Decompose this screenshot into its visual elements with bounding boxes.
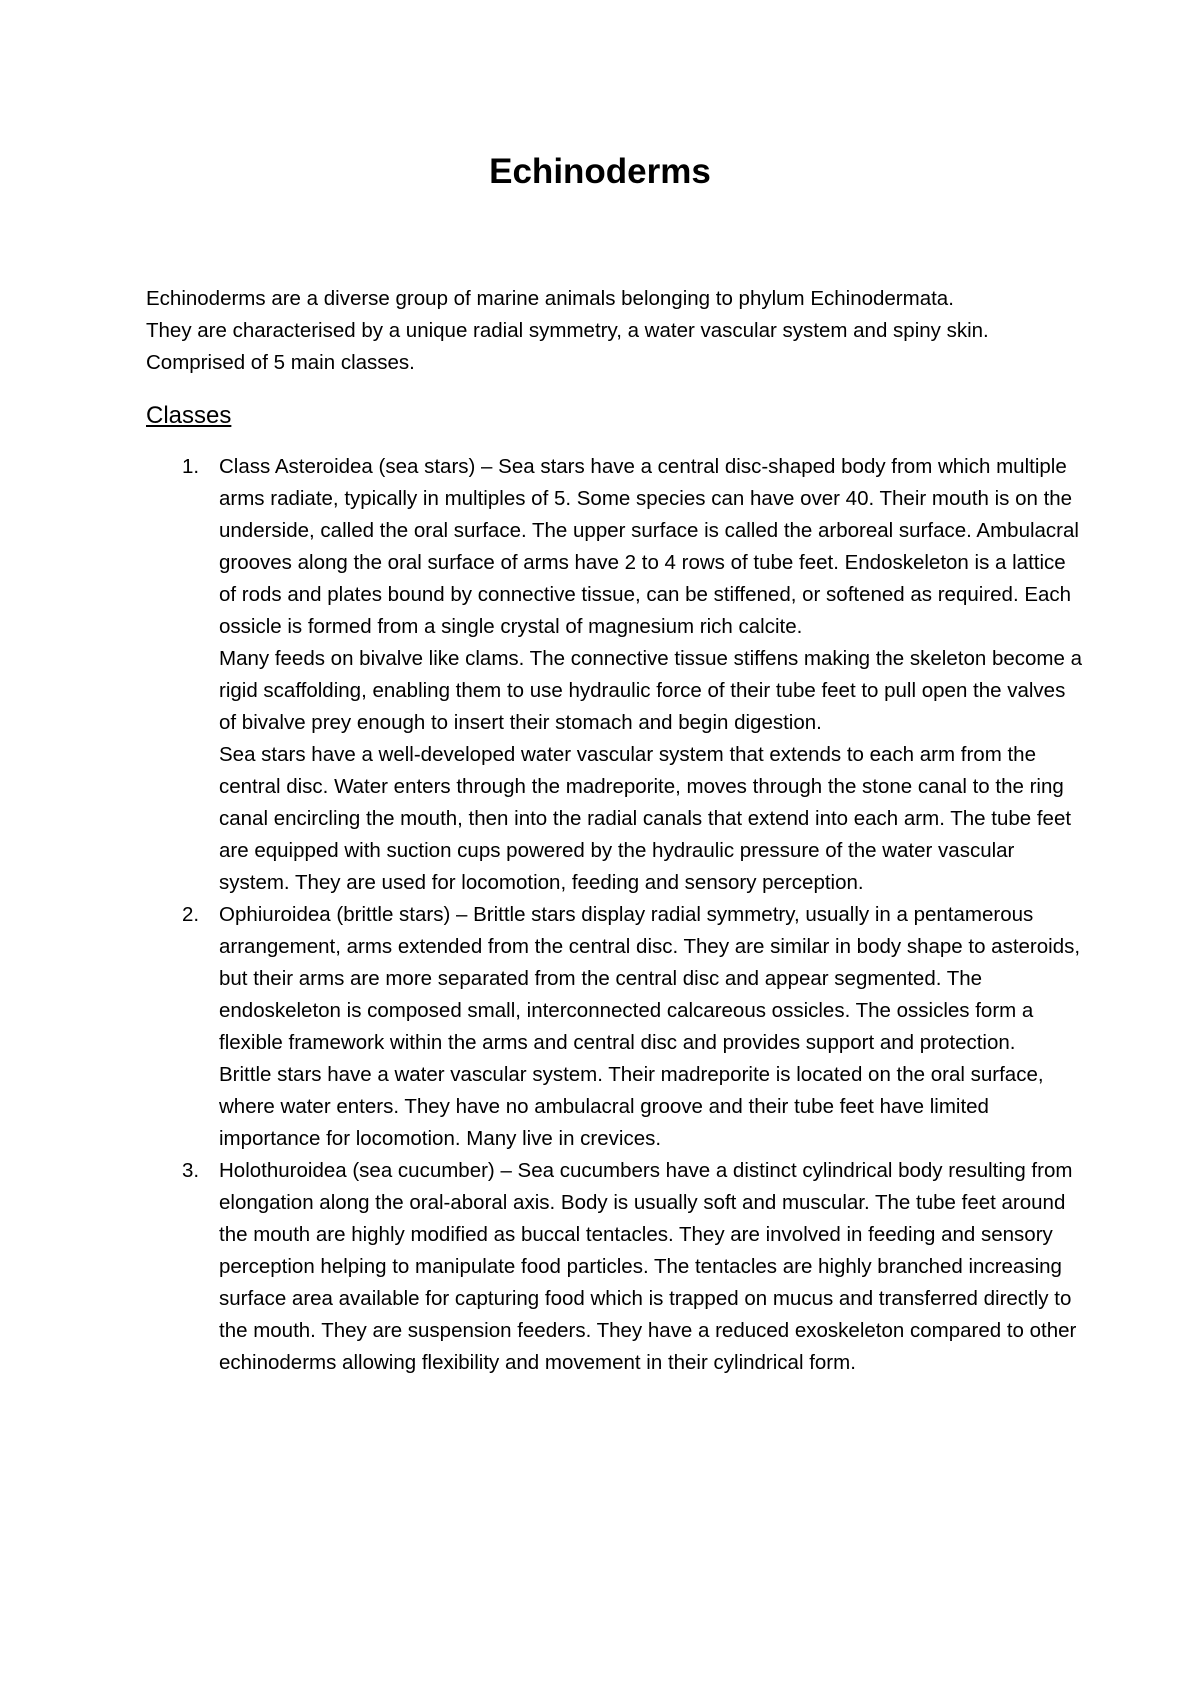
class-paragraph: Class Asteroidea (sea stars) – Sea stars have a central disc-shaped body from which multiple arms radiate, typically in multiples of 5. Some species can have over 40. Their mouth is on the underside, called the oral surface. The upper surface is called the arboreal surface. Ambulacral grooves along the oral surface of arms have 2 to 4 rows of tube feet. Endoskeleton is a lattice of rods and plates bound by connective tissue, can be stiffened, or softened as required. Each ossicle is formed from a single crystal of magnesium rich calcite.: [219, 455, 1079, 638]
class-item-ophiuroidea: [146, 899, 1086, 1155]
class-item-asteroidea: [146, 451, 1086, 899]
intro-line: Comprised of 5 main classes.: [146, 351, 415, 374]
class-paragraph: Ophiuroidea (brittle stars) – Brittle stars display radial symmetry, usually in a pentamerous arrangement, arms extended from the central disc. They are similar in body shape to asteroids, but their arms are more separated from the central disc and appear segmented. The endoskeleton is composed small, interconnected calcareous ossicles. The ossicles form a flexible framework within the arms and central disc and provides support and protection.: [219, 903, 1081, 1054]
document-title: Echinoderms: [489, 152, 711, 191]
intro-paragraph: [146, 283, 1086, 379]
list-number: 2.: [182, 903, 200, 926]
list-number: 1.: [182, 455, 200, 478]
class-paragraph: Sea stars have a well-developed water vascular system that extends to each arm from the central disc. Water enters through the madreporite, moves through the stone canal to the ring canal encircling the mouth, then into the radial canals that extend into each arm. The tube feet are equipped with suction cups powered by the hydraulic pressure of the water vascular system. They are used for locomotion, feeding and sensory perception.: [219, 743, 1072, 894]
section-heading-classes: Classes: [146, 402, 232, 429]
list-number: 3.: [182, 1159, 200, 1182]
class-item-holothuroidea: [146, 1155, 1086, 1379]
class-paragraph: Brittle stars have a water vascular system. Their madreporite is located on the oral surface, where water enters. They have no ambulacral groove and their tube feet have limited importance for locomotion. Many live in crevices.: [219, 1063, 1044, 1150]
class-paragraph: Holothuroidea (sea cucumber) – Sea cucumbers have a distinct cylindrical body resulting from elongation along the oral-aboral axis. Body is usually soft and muscular. The tube feet around the mouth are highly modified as buccal tentacles. They are involved in feeding and sensory perception helping to manipulate food particles. The tentacles are highly branched increasing surface area available for capturing food which is trapped on mucus and transferred directly to the mouth. They are suspension feeders. They have a reduced exoskeleton compared to other echinoderms allowing flexibility and movement in their cylindrical form.: [219, 1159, 1077, 1374]
class-list: [146, 451, 1086, 1379]
class-paragraph: Many feeds on bivalve like clams. The connective tissue stiffens making the skeleton become a rigid scaffolding, enabling them to use hydraulic force of their tube feet to pull open the valves of bivalve prey enough to insert their stomach and begin digestion.: [219, 647, 1082, 734]
intro-line: They are characterised by a unique radial symmetry, a water vascular system and spiny skin.: [146, 319, 989, 342]
intro-line: Echinoderms are a diverse group of marine animals belonging to phylum Echinodermata.: [146, 287, 954, 310]
